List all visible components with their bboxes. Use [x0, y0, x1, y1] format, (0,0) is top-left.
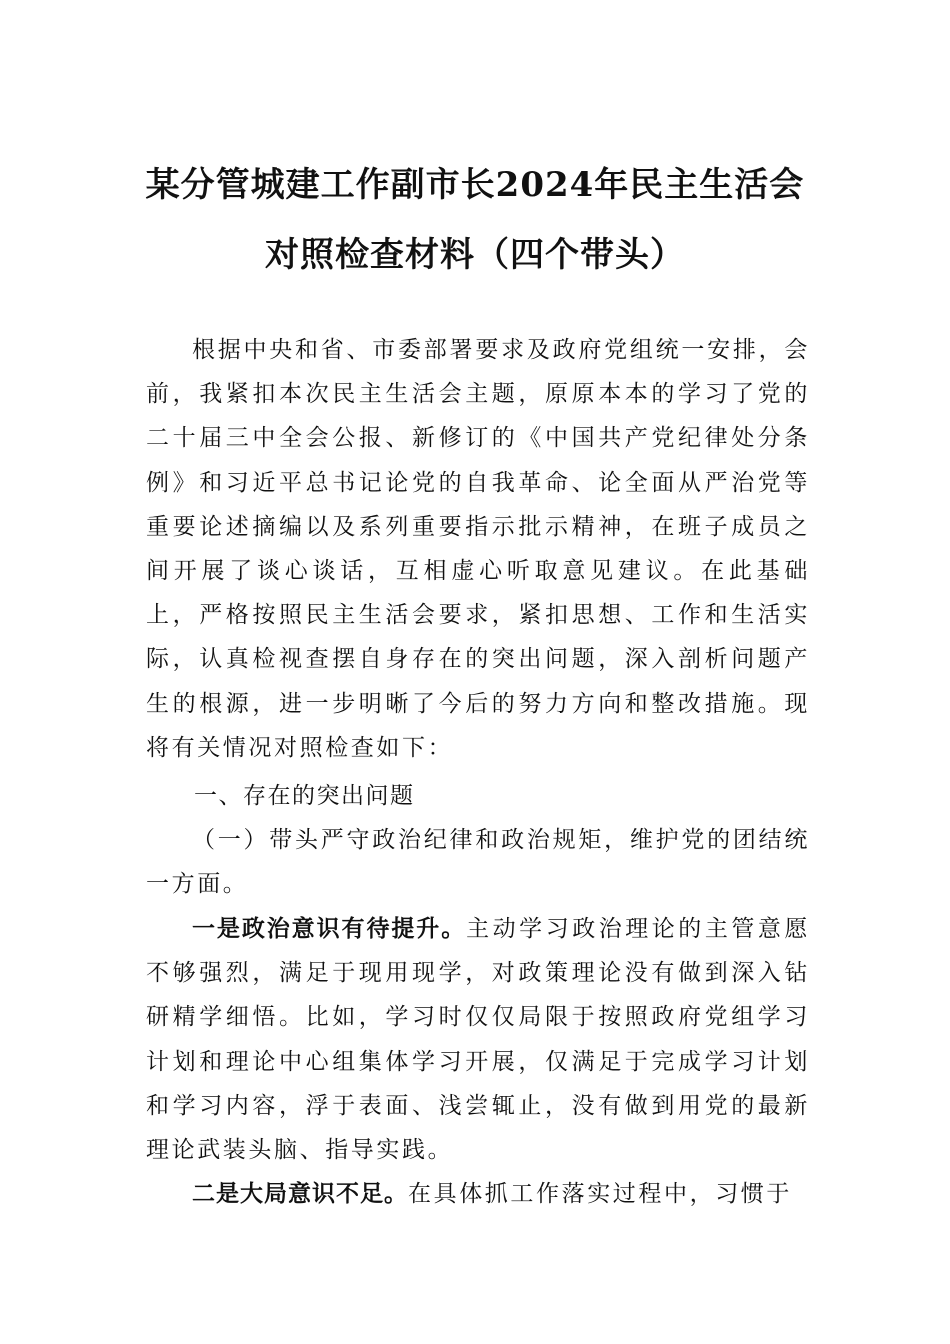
- intro-paragraph: 根据中央和省、市委部署要求及政府党组统一安排，会前，我紧扣本次民主生活会主题，原原本本的学习了党的二十届三中全会公报、新修订的《中国共产党纪律处分条例》和习近平总书记论党的自我革命、论全面从严治党等重要论述摘编以及系列重要指示批示精神，在班子成员之间开展了谈心谈话，互相虚心听取意见建议。在此基础上，严格按照民主生活会要求，紧扣思想、工作和生活实际，认真检视查摆自身存在的突出问题，深入剖析问题产生的根源，进一步明晰了今后的努力方向和整改措施。现将有关情况对照检查如下：: [146, 337, 810, 761]
- point-overall-awareness: [146, 1172, 810, 1216]
- section-heading-problems: 一、存在的突出问题: [194, 783, 415, 809]
- point-political-awareness-lead: 一是政治意识有待提升。: [192, 916, 467, 942]
- point-overall-awareness-text: 在具体抓工作落实过程中，习惯于: [408, 1181, 792, 1207]
- point-political-awareness-text: 主动学习政治理论的主管意愿不够强烈，满足于现用现学，对政策理论没有做到深入钻研精学细悟。比如，学习时仅仅局限于按照政府党组学习计划和理论中心组集体学习开展，仅满足于完成学习计划和学习内容，浮于表面、浅尝辄止，没有做到用党的最新理论武装头脑、指导实践。: [146, 916, 810, 1164]
- document-title-line-1: 某分管城建工作副市长2024年民主生活会: [145, 165, 805, 205]
- point-overall-awareness-lead: 二是大局意识不足。: [192, 1181, 408, 1207]
- subsection-heading-political-discipline: （一）带头严守政治纪律和政治规矩，维护党的团结统一方面。: [146, 827, 810, 898]
- point-political-awareness: [146, 907, 810, 1172]
- document-title-line-2: 对照检查材料（四个带头）: [265, 235, 685, 275]
